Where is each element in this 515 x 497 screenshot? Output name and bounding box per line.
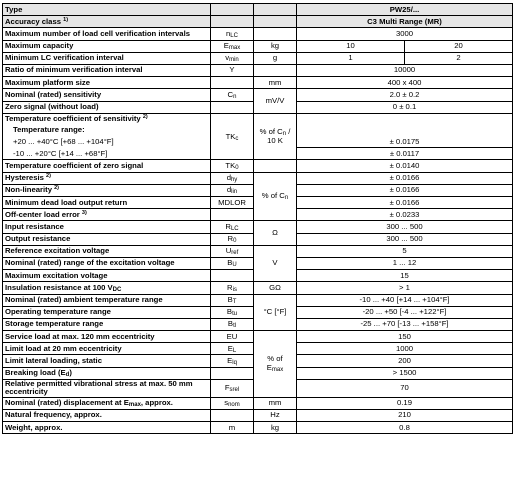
row-y: Ratio of minimum verification interval Y 10000 — [3, 64, 513, 76]
row-bt: Nominal (rated) ambient temperature range $B_T$ °C [°F] -10 ... +40 [+14 ... +104°F] — [3, 294, 513, 306]
row-snom: Nominal (rated) displacement at $E_{max}$, approx. $s_{nom}$ mm 0.19 — [3, 397, 513, 409]
row-tk0: Temperature coefficient of zero signal $TK_0$ ± 0.0140 — [3, 160, 513, 172]
row-frequency: Natural frequency, approx. Hz 210 — [3, 409, 513, 421]
row-zero: Zero signal (without load) 0 ± 0.1 — [3, 101, 513, 113]
row-insulation: Insulation resistance at 100 $V_{DC}$ $R_{is}$ GΩ > 1 — [3, 282, 513, 294]
spec-sheet — [2, 3, 515, 434]
accuracy-value: C3 Multi Range (MR) — [297, 16, 513, 28]
row-tkc-r2: -10 ... +20°C [+14 ... +68°F] ± 0.0117 — [3, 148, 513, 160]
row-hysteresis: Hysteresis $^{2)}$ $d_{hy}$ % of $C_n$ ± 0.0166 — [3, 172, 513, 184]
row-cn: Nominal (rated) sensitivity $C_n$ mV/V 2.0 ± 0.2 — [3, 89, 513, 101]
header-row-accuracy — [3, 16, 513, 28]
row-output-resistance: Output resistance $R_0$ 300 ... 500 — [3, 233, 513, 245]
row-nonlinearity: Non-linearity $^{2)}$ $d_{lin}$ ± 0.0166 — [3, 184, 513, 196]
row-fsrel: Relative permitted vibrational stress at max. 50 mm eccentricity $F_{srel}$ 70 — [3, 379, 513, 397]
accuracy-label: Accuracy class $^{1)}$ — [3, 16, 211, 28]
row-eu: Service load at max. 120 mm eccentricity EU % of $E_{max}$ 150 — [3, 331, 513, 343]
row-el: Limit load at 20 mm eccentricity $E_L$ 1000 — [3, 343, 513, 355]
row-bu: Nominal (rated) range of the excitation voltage $B_U$ 1 ... 12 — [3, 257, 513, 269]
row-mdlor: Minimum dead load output return MDLOR ± 0.0166 — [3, 197, 513, 209]
row-weight: Weight, approx. m kg 0.8 — [3, 422, 513, 434]
spec-table — [2, 3, 513, 434]
type-value: PW25/... — [297, 4, 513, 16]
row-elq: Limit lateral loading, static $E_{lq}$ 200 — [3, 355, 513, 367]
row-offcenter: Off-center load error $^{3)}$ ± 0.0233 — [3, 209, 513, 221]
row-ed: Breaking load $(E_d)$ > 1500 — [3, 367, 513, 379]
row-max-excitation: Maximum excitation voltage 15 — [3, 270, 513, 282]
row-nlc: Maximum number of load cell verification intervals $n_{LC}$ 3000 — [3, 28, 513, 40]
row-tkc-range: Temperature range: — [3, 125, 513, 136]
row-emax: Maximum capacity $E_{max}$ kg 10 20 — [3, 40, 513, 52]
row-uref: Reference excitation voltage $U_{ref}$ V 5 — [3, 245, 513, 257]
header-row-type — [3, 4, 513, 16]
row-btl: Storage temperature range $B_{tl}$ -25 ... +70 [-13 ... +158°F] — [3, 318, 513, 330]
row-input-resistance: Input resistance $R_{LC}$ Ω 300 ... 500 — [3, 221, 513, 233]
row-btu: Operating temperature range $B_{tu}$ -20 ... +50 [-4 ... +122°F] — [3, 306, 513, 318]
type-label: Type — [3, 4, 211, 16]
row-platform: Maximum platform size mm 400 x 400 — [3, 77, 513, 89]
row-vmin: Minimum LC verification interval $v_{min}$ g 1 2 — [3, 52, 513, 64]
row-tkc-title: Temperature coefficient of sensitivity $^{2)}$ $TK_c$ % of $C_n$ / 10 K — [3, 113, 513, 125]
row-tkc-r1: +20 ... +40°C [+68 ... +104°F] ± 0.0175 — [3, 136, 513, 148]
